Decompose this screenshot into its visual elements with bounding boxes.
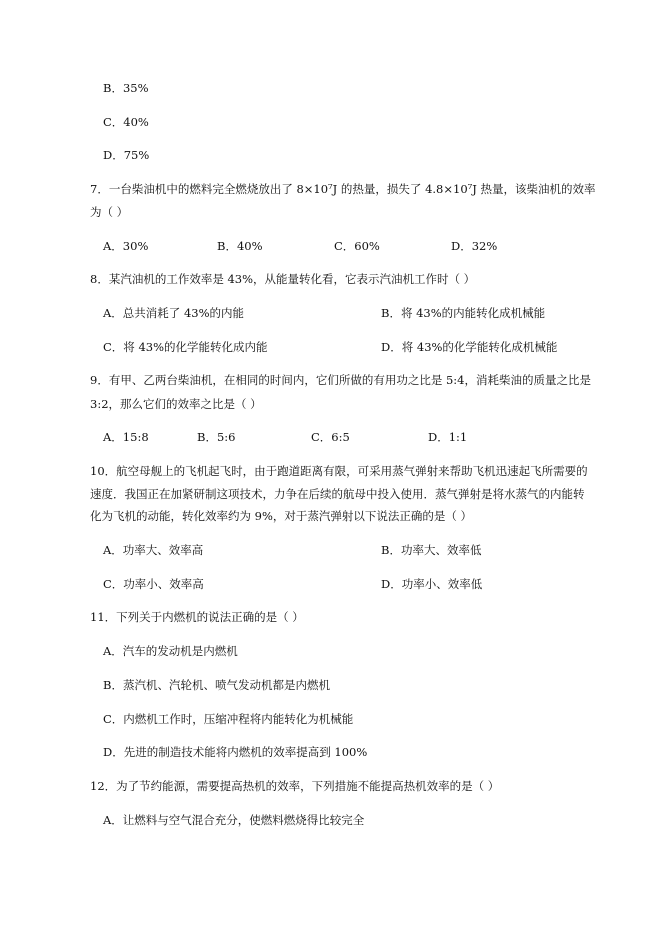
q11-option-a: A．汽车的发动机是内燃机 bbox=[103, 644, 238, 658]
q11-option-c: C．内燃机工作时，压缩冲程将内能转化为机械能 bbox=[103, 712, 354, 726]
question-11-line1: 11．下列关于内燃机的说法正确的是（ ） bbox=[90, 610, 304, 624]
option-d-prev: D．75% bbox=[103, 148, 150, 162]
q9-option-c: C．6:5 bbox=[311, 430, 350, 444]
q10-option-c: C．功率小、效率高 bbox=[103, 577, 204, 591]
question-7-line2: 为（ ） bbox=[90, 205, 129, 219]
question-8-line1: 8．某汽油机的工作效率是 43%，从能量转化看，它表示汽油机工作时（ ） bbox=[90, 272, 476, 286]
option-b-prev: B．35% bbox=[103, 81, 149, 95]
q10-option-b: B．功率大、效率低 bbox=[381, 543, 482, 557]
question-10-line3: 化为飞机的动能，转化效率约为 9%，对于蒸汽弹射以下说法正确的是（ ） bbox=[90, 509, 473, 523]
q8-option-b: B．将 43%的内能转化成机械能 bbox=[381, 306, 546, 320]
q10-option-d: D．功率小、效率低 bbox=[381, 577, 483, 591]
q8-option-d: D．将 43%的化学能转化成机械能 bbox=[381, 340, 558, 354]
q9-option-a: A．15:8 bbox=[103, 430, 149, 444]
q9-option-b: B．5:6 bbox=[197, 430, 236, 444]
q7-option-d: D．32% bbox=[451, 239, 498, 253]
q10-option-a: A．功率大、效率高 bbox=[103, 543, 204, 557]
q7-option-c: C．60% bbox=[334, 239, 380, 253]
q11-option-d: D．先进的制造技术能将内燃机的效率提高到 100% bbox=[103, 745, 368, 759]
question-10-line2: 速度．我国正在加紧研制这项技术，力争在后续的航母中投入使用．蒸气弹射是将水蒸气的内能转 bbox=[90, 487, 585, 501]
question-10-line1: 10．航空母舰上的飞机起飞时，由于跑道距离有限，可采用蒸气弹射来帮助飞机迅速起飞所需要的 bbox=[90, 464, 588, 478]
option-c-prev: C．40% bbox=[103, 115, 149, 129]
q11-option-b: B．蒸汽机、汽轮机、喷气发动机都是内燃机 bbox=[103, 678, 330, 692]
q9-option-d: D．1:1 bbox=[428, 430, 468, 444]
question-7-line1: 7．一台柴油机中的燃料完全燃烧放出了 8×10⁷J 的热量，损失了 4.8×10⁷J 热量，该柴油机的效率 bbox=[90, 182, 596, 196]
question-12-line1: 12．为了节约能源，需要提高热机的效率，下列措施不能提高热机效率的是（ ） bbox=[90, 779, 500, 793]
q12-option-a: A．让燃料与空气混合充分，使燃料燃烧得比较完全 bbox=[103, 813, 365, 827]
q8-option-a: A．总共消耗了 43%的内能 bbox=[103, 306, 245, 320]
question-9-line2: 3:2，那么它们的效率之比是（ ） bbox=[90, 397, 262, 411]
q7-option-a: A．30% bbox=[103, 239, 149, 253]
q7-option-b: B．40% bbox=[217, 239, 263, 253]
q8-option-c: C．将 43%的化学能转化成内能 bbox=[103, 340, 268, 354]
question-9-line1: 9．有甲、乙两台柴油机，在相同的时间内，它们所做的有用功之比是 5:4，消耗柴油的质量之比是 bbox=[90, 373, 591, 387]
